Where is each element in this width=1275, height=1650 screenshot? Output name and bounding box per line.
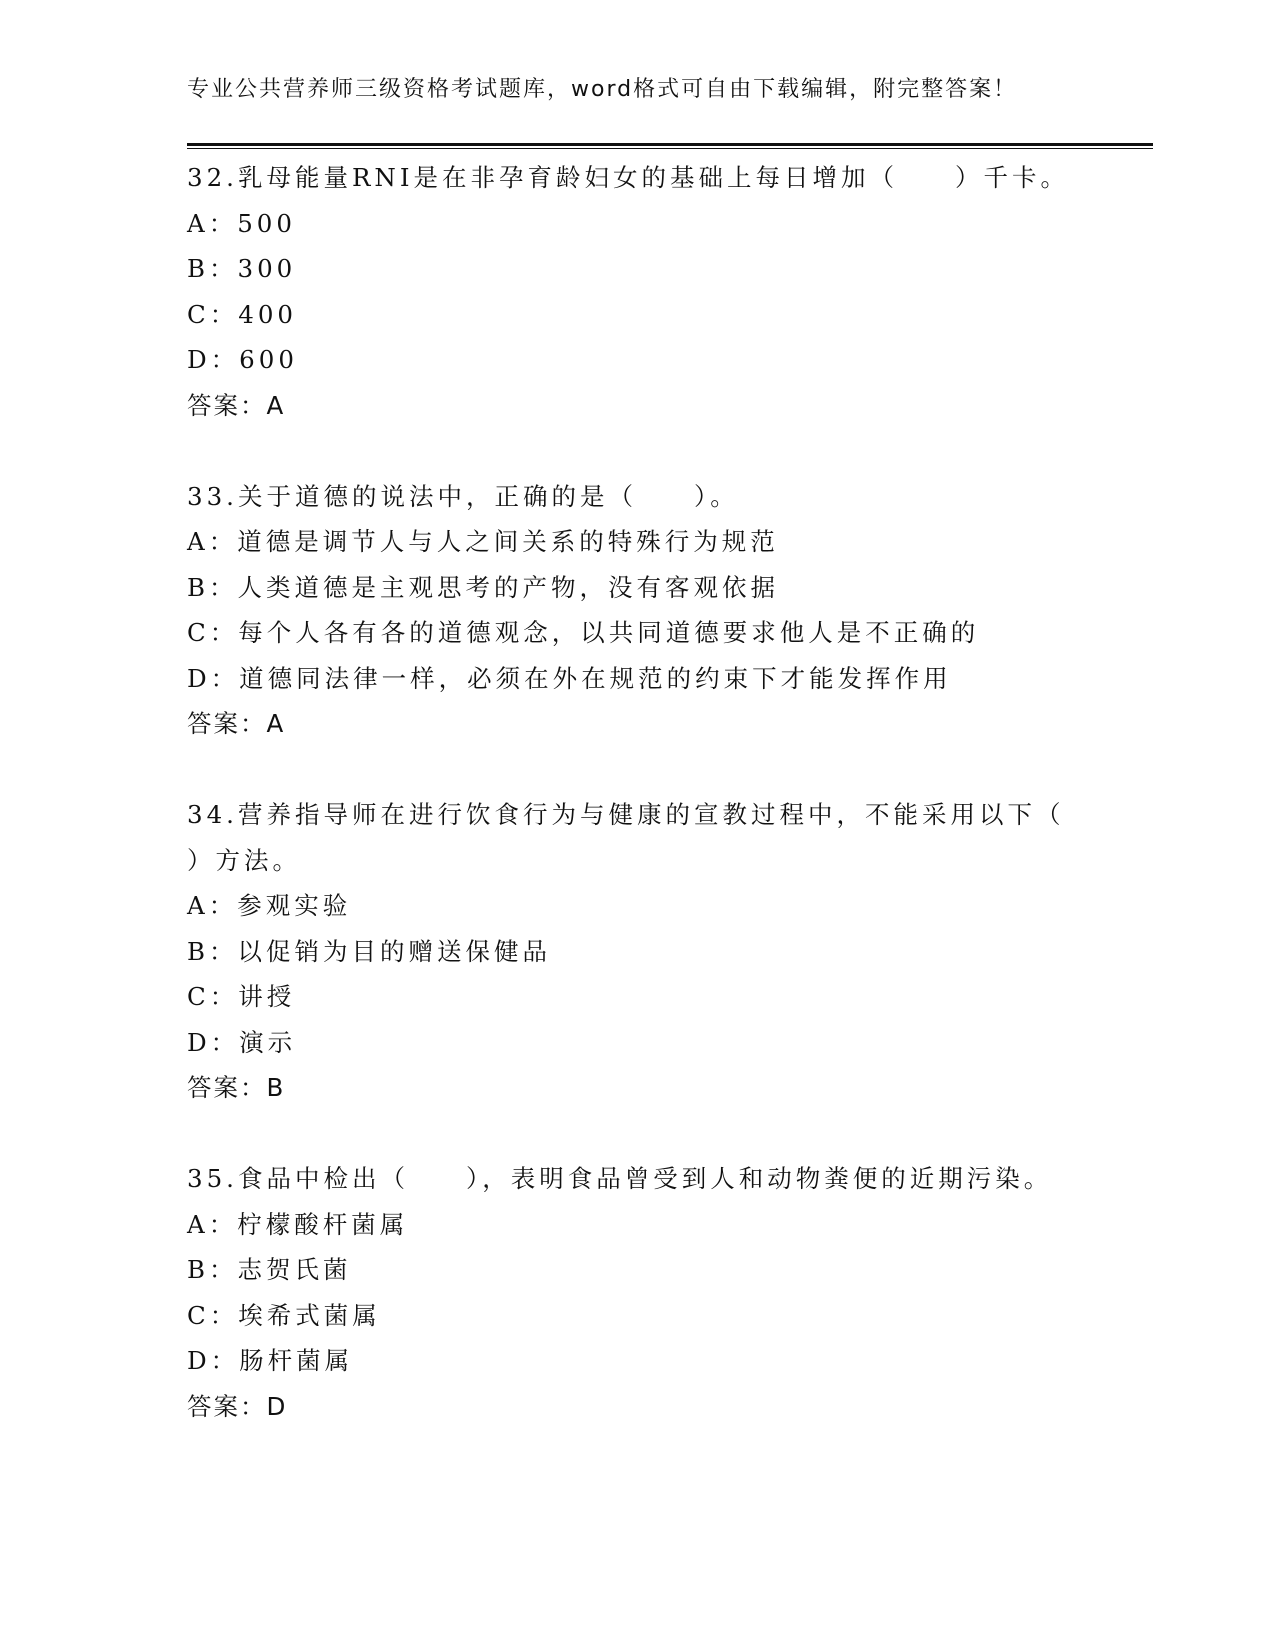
question-32: [187, 155, 1087, 428]
header-rule-thick: [187, 143, 1153, 146]
question-35: [187, 1156, 1087, 1429]
option-d: D：600: [187, 345, 298, 374]
header-rule-thin: [187, 148, 1153, 149]
option-b: B：人类道德是主观思考的产物，没有客观依据: [187, 572, 780, 602]
option-b: B：300: [187, 254, 297, 283]
answer-label: 答案：A: [187, 390, 286, 420]
option-a: A：500: [187, 208, 296, 238]
option-c: C：400: [187, 299, 298, 329]
option-d: D：肠杆菌属: [187, 1346, 354, 1375]
page-header: 专业公共营养师三级资格考试题库，word格式可自由下载编辑，附完整答案！: [187, 77, 1018, 102]
question-stem: 32.乳母能量RNI是在非孕育龄妇女的基础上每日增加（ ）千卡。: [187, 163, 1070, 192]
option-a: A：参观实验: [187, 891, 352, 920]
question-stem: 34.营养指导师在进行饮食行为与健康的宣教过程中，不能采用以下（: [187, 800, 1065, 829]
question-stem: 33.关于道德的说法中，正确的是（ ）。: [187, 481, 739, 511]
question-33: [187, 474, 1087, 747]
answer-label: 答案：B: [187, 1073, 286, 1102]
option-b: B：志贺氏菌: [187, 1255, 352, 1284]
question-34: [187, 792, 1087, 1111]
option-c: C：埃希式菌属: [187, 1300, 381, 1330]
option-a: A：道德是调节人与人之间关系的特殊行为规范: [187, 527, 779, 556]
answer-label: 答案：A: [187, 709, 286, 738]
question-stem: 35.食品中检出（ ），表明食品曾受到人和动物粪便的近期污染。: [187, 1164, 1053, 1193]
option-a: A：柠檬酸杆菌属: [187, 1209, 409, 1239]
option-d: D：道德同法律一样，必须在外在规范的约束下才能发挥作用: [187, 663, 952, 693]
option-d: D：演示: [187, 1027, 297, 1057]
option-c: C：每个人各有各的道德观念，以共同道德要求他人是不正确的: [187, 618, 980, 647]
answer-label: 答案：D: [187, 1391, 288, 1421]
option-c: C：讲授: [187, 982, 296, 1011]
question-list: [187, 155, 1087, 1475]
question-stem-continued: ）方法。: [187, 845, 301, 875]
option-b: B：以促销为目的赠送保健品: [187, 936, 552, 966]
